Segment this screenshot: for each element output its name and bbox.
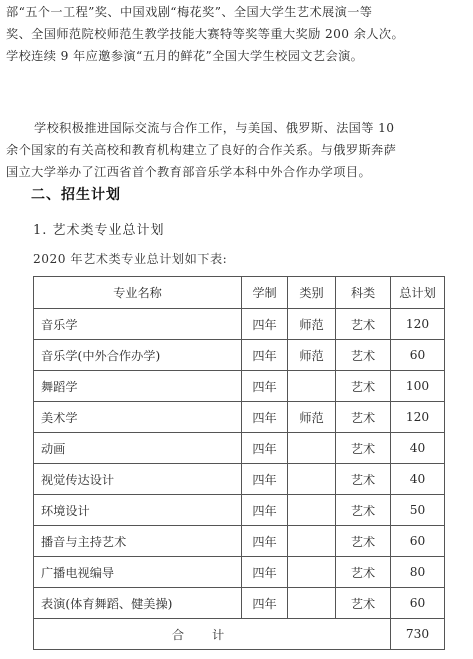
cell-total-plan: 120 — [391, 402, 445, 433]
table-row — [34, 340, 445, 371]
header-discipline: 科类 — [336, 277, 391, 309]
cell-discipline: 艺术 — [336, 340, 391, 371]
cell-discipline: 艺术 — [336, 371, 391, 402]
paragraph-awards — [6, 1, 468, 67]
cell-discipline: 艺术 — [336, 526, 391, 557]
table-row — [34, 464, 445, 495]
header-category: 类别 — [288, 277, 336, 309]
cell-duration: 四年 — [242, 464, 288, 495]
cell-category — [288, 371, 336, 402]
cell-category: 师范 — [288, 309, 336, 340]
paragraph-line: 学校连续 9 年应邀参演“五月的鲜花”全国大学生校园文艺会演。 — [6, 49, 364, 63]
section-heading: 二、招生计划 — [31, 187, 121, 203]
cell-total-plan: 60 — [391, 340, 445, 371]
table-intro: 2020 年艺术类专业总计划如下表: — [33, 252, 228, 266]
cell-duration: 四年 — [242, 588, 288, 619]
cell-total-plan: 50 — [391, 495, 445, 526]
cell-major-name: 音乐学(中外合作办学) — [34, 340, 242, 371]
cell-major-name: 视觉传达设计 — [34, 464, 242, 495]
cell-total-plan: 80 — [391, 557, 445, 588]
cell-total-plan: 40 — [391, 464, 445, 495]
cell-major-name: 舞蹈学 — [34, 371, 242, 402]
cell-duration: 四年 — [242, 526, 288, 557]
table-row — [34, 588, 445, 619]
cell-category — [288, 526, 336, 557]
cell-discipline: 艺术 — [336, 588, 391, 619]
header-major-name: 专业名称 — [34, 277, 242, 309]
cell-major-name: 广播电视编导 — [34, 557, 242, 588]
cell-discipline: 艺术 — [336, 402, 391, 433]
enrollment-plan-table — [33, 276, 445, 650]
paragraph-line: 学校积极推进国际交流与合作工作，与美国、俄罗斯、法国等 10 — [34, 121, 395, 135]
header-total-plan: 总计划 — [391, 277, 445, 309]
cell-total-plan: 60 — [391, 526, 445, 557]
cell-discipline: 艺术 — [336, 557, 391, 588]
cell-discipline: 艺术 — [336, 309, 391, 340]
table-row — [34, 495, 445, 526]
cell-major-name: 音乐学 — [34, 309, 242, 340]
sum-label: 合计 — [34, 619, 391, 650]
header-duration: 学制 — [242, 277, 288, 309]
cell-total-plan: 60 — [391, 588, 445, 619]
cell-duration: 四年 — [242, 309, 288, 340]
cell-duration: 四年 — [242, 371, 288, 402]
paragraph-line: 国立大学举办了江西省首个教育部音乐学本科中外合作办学项目。 — [6, 165, 372, 179]
cell-discipline: 艺术 — [336, 433, 391, 464]
cell-duration: 四年 — [242, 433, 288, 464]
table-row — [34, 526, 445, 557]
table-row — [34, 309, 445, 340]
paragraph-line: 奖、全国师范院校师范生教学技能大赛特等奖等重大奖励 200 余人次。 — [6, 27, 405, 41]
cell-category: 师范 — [288, 340, 336, 371]
cell-duration: 四年 — [242, 557, 288, 588]
cell-discipline: 艺术 — [336, 464, 391, 495]
sum-value: 730 — [391, 619, 445, 650]
table-sum-row — [34, 619, 445, 650]
cell-duration: 四年 — [242, 495, 288, 526]
table-row — [34, 402, 445, 433]
cell-category — [288, 495, 336, 526]
paragraph-international — [6, 117, 468, 183]
paragraph-line: 部“五个一工程”奖、中国戏剧“梅花奖”、全国大学生艺术展演一等 — [6, 5, 373, 19]
cell-category — [288, 464, 336, 495]
cell-duration: 四年 — [242, 402, 288, 433]
cell-duration: 四年 — [242, 340, 288, 371]
cell-category — [288, 433, 336, 464]
cell-category: 师范 — [288, 402, 336, 433]
table-row — [34, 557, 445, 588]
cell-major-name: 播音与主持艺术 — [34, 526, 242, 557]
cell-total-plan: 40 — [391, 433, 445, 464]
cell-major-name: 美术学 — [34, 402, 242, 433]
subsection-heading: 1. 艺术类专业总计划 — [33, 223, 165, 238]
cell-major-name: 环境设计 — [34, 495, 242, 526]
cell-category — [288, 557, 336, 588]
table-row — [34, 433, 445, 464]
table-header-row — [34, 277, 445, 309]
cell-major-name: 动画 — [34, 433, 242, 464]
cell-discipline: 艺术 — [336, 495, 391, 526]
table-row — [34, 371, 445, 402]
cell-major-name: 表演(体育舞蹈、健美操) — [34, 588, 242, 619]
cell-total-plan: 100 — [391, 371, 445, 402]
cell-category — [288, 588, 336, 619]
paragraph-line: 余个国家的有关高校和教育机构建立了良好的合作关系。与俄罗斯奔萨 — [6, 143, 397, 157]
cell-total-plan: 120 — [391, 309, 445, 340]
